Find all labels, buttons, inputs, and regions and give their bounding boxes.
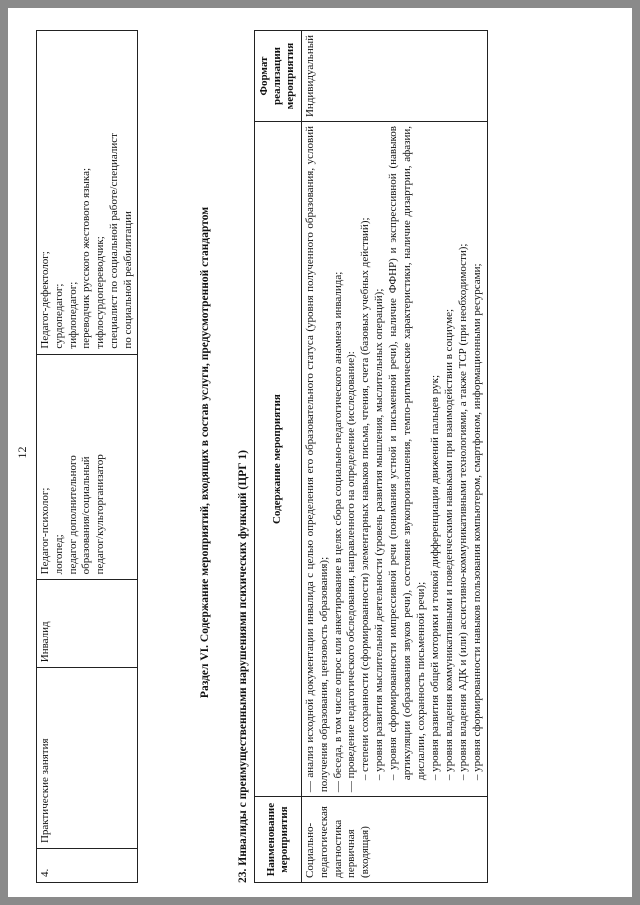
specialist-line: тифлосурдопереводчик; (94, 236, 106, 349)
specialist-line: переводчик русского жестового языка; (80, 167, 93, 349)
list-item: — анализ исходной документации инвалида с целью определения его образовательного статуса (уровня полученного образования, условий получения образования, цензовость образования); (303, 126, 330, 793)
table-row (37, 31, 138, 883)
row-number: 4. (37, 849, 138, 883)
list-item: — беседа, в том числе опрос или анкетирование в целях сбора социально-педагогического анамнеза инвалида; (331, 271, 344, 793)
specialists-list-1 (37, 354, 138, 580)
specialist-line: тифлопедагог; (66, 281, 79, 349)
header-activity-content: Содержание мероприятия (255, 122, 302, 797)
activities-content-table (254, 30, 488, 883)
subsection-title: 23. Инвалиды с преимущественными нарушениями психических функций (ЦРГ 1) (237, 450, 249, 883)
document-page (8, 8, 632, 897)
specialist-line: образования/социальный (80, 456, 93, 575)
header-activity-name: Наименование мероприятия (255, 797, 302, 883)
specialist-line: по социальной реабилитации (121, 211, 134, 349)
activity-content-cell (301, 122, 488, 797)
specialist-line: педагог дополнительного (66, 455, 79, 575)
specialist-line: логопед; (52, 534, 65, 575)
specialist-line: сурдопедагог; (52, 283, 65, 349)
list-subitem: – уровня сформированности импрессивной речи (понимания устной и письменной речи), наличие ФФНР) и экспрессивной (навыков артикуляции (образования звуков речи), состояние звукопроизношения, темпо-ритмические характеристики, наличие дизартрии, афазии, дислалии, сохранность письменной речи); (387, 126, 428, 781)
format-cell: Индивидуальный (301, 31, 488, 122)
list-subitem: – уровня владения коммуникативными и поведенческими навыками при взаимодействии в социуме; (443, 308, 456, 781)
rotated-page-content (8, 8, 632, 897)
section-title: Раздел VI. Содержание мероприятий, входящих в состав услуги, предусмотренной стандартом (199, 206, 211, 699)
table-row (301, 31, 488, 883)
list-subitem: – уровня сформированности навыков пользования компьютером, смартфоном, информационными ресурсами; (471, 263, 484, 781)
activity-name: Практические занятия (37, 668, 138, 849)
specialist-line: педагог/культорганизатор (94, 454, 106, 575)
recipient-category: Инвалид (37, 580, 138, 668)
table-header-row (255, 31, 302, 883)
list-subitem: – уровня развития общей моторики и тонкой дифференциации движений пальцев рук; (429, 374, 442, 781)
list-item: — проведение педагогического обследования, направленного на определение (исследование): (345, 351, 358, 793)
specialists-table (36, 30, 138, 883)
specialist-line: Педагог-дефектолог; (39, 251, 51, 349)
page-number: 12 (15, 446, 29, 459)
activity-name-cell: Социально-педагогическая диагностика первичная (входящая) (301, 797, 488, 883)
specialist-line: Педагог-психолог; (39, 487, 51, 575)
specialists-list-2 (37, 31, 138, 355)
specialist-line: специалист по социальной работе/специалист (107, 133, 120, 349)
list-subitem: – уровня владения АДК и (или) ассистивно-коммуникативными технологиями, а также ТСР (при необходимости); (457, 243, 470, 781)
list-subitem: – уровня развития мыслительной деятельности (уровень развития мышления, мыслительных операций); (373, 288, 386, 781)
header-format: Формат реализации мероприятия (255, 31, 302, 122)
list-subitem: – степени сохранности (сформированности) элементарных навыков письма, чтения, счета (базовых учебных действий); (359, 217, 372, 781)
